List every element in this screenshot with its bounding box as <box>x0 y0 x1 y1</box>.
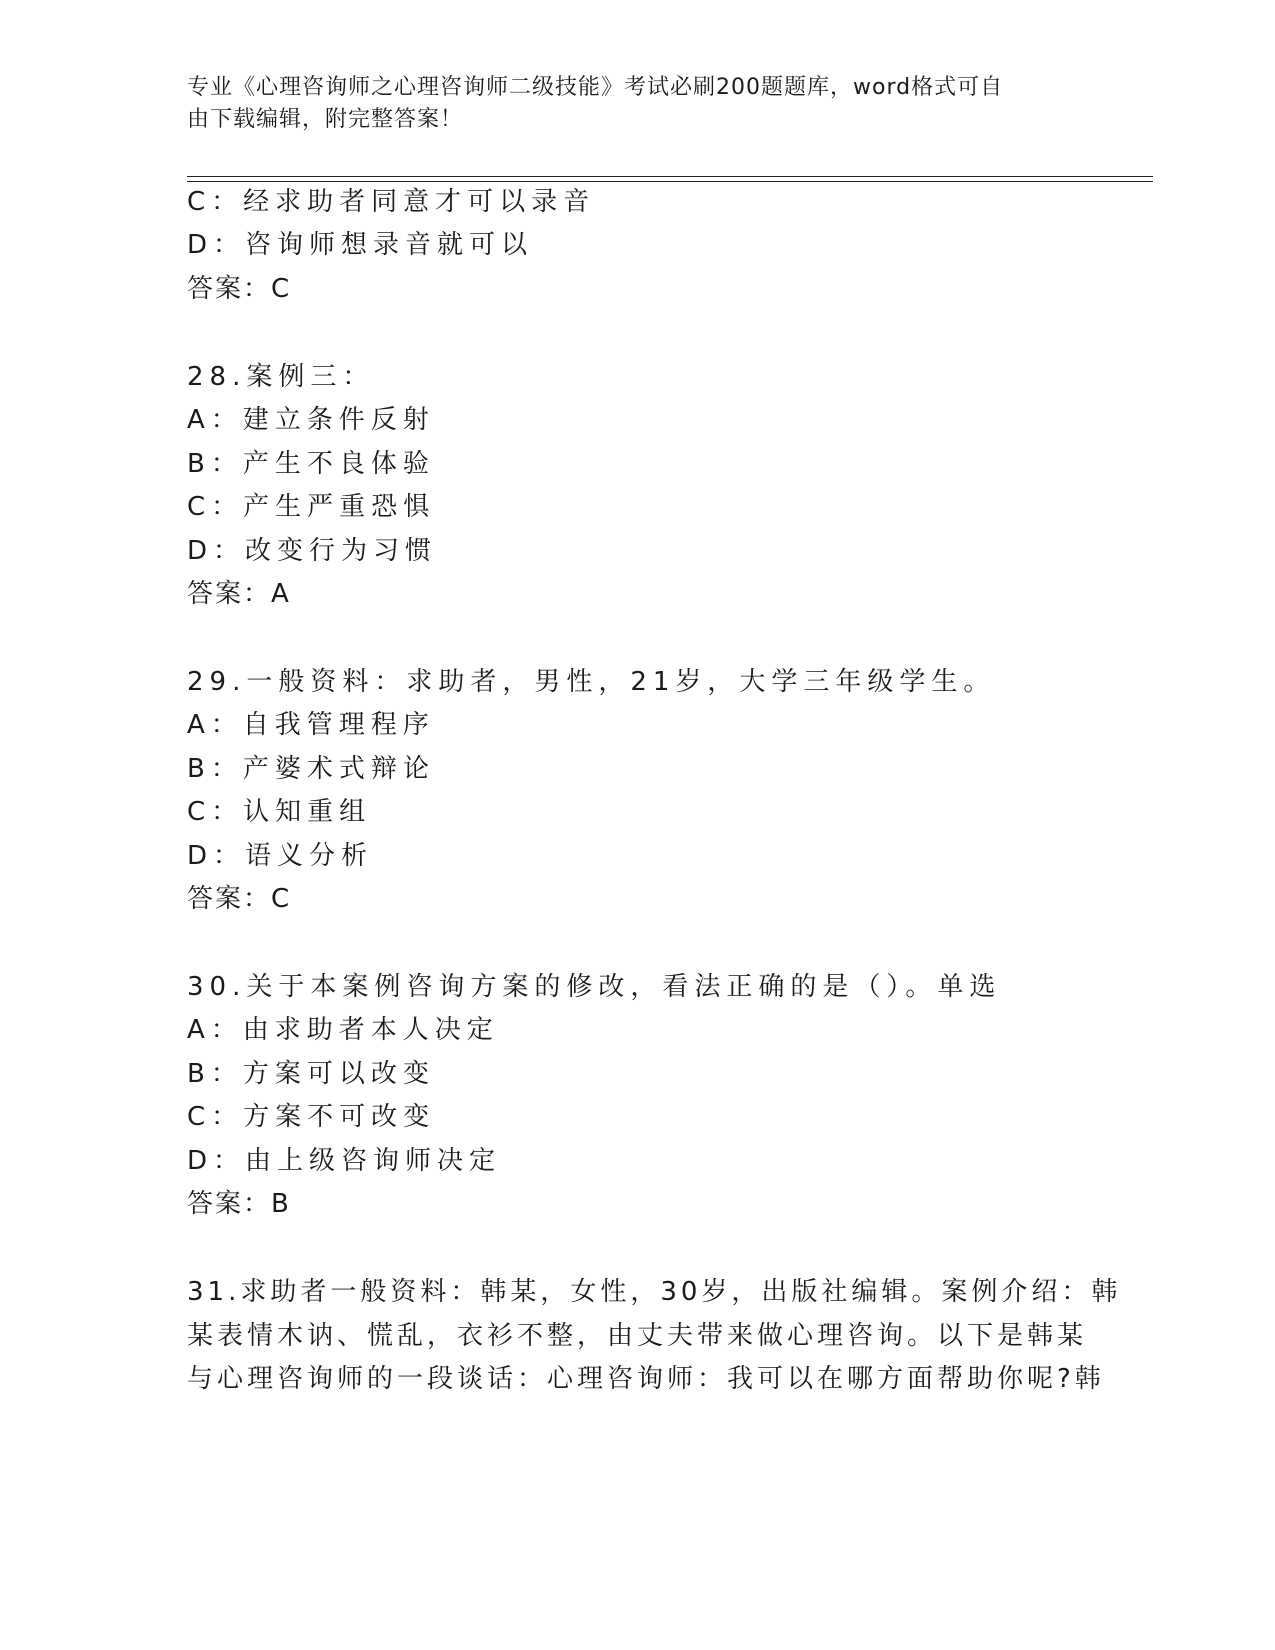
q28-answer: 答案：A <box>187 579 291 609</box>
header-divider <box>187 176 1153 182</box>
header-title-line-2: 由下载编辑，附完整答案！ <box>187 107 464 132</box>
header-title-line-1: 专业《心理咨询师之心理咨询师二级技能》考试必刷200题题库，word格式可自 <box>187 75 1004 100</box>
q30-option-c: C：方案不可改变 <box>187 1102 436 1132</box>
q29-option-a: A：自我管理程序 <box>187 710 435 740</box>
q30-answer: 答案：B <box>187 1189 291 1219</box>
q28-option-d: D：改变行为习惯 <box>187 536 438 566</box>
q29-stem: 29.一般资料：求助者，男性，21岁，大学三年级学生。 <box>187 667 996 697</box>
q30-stem: 30.关于本案例咨询方案的修改，看法正确的是（）。单选 <box>187 972 1002 1002</box>
q30-option-a: A：由求助者本人决定 <box>187 1015 499 1045</box>
q27-answer: 答案：C <box>187 274 292 304</box>
q27-option-d: D：咨询师想录音就可以 <box>187 230 534 260</box>
q31-stem-line-3: 与心理咨询师的一段谈话：心理咨询师：我可以在哪方面帮助你呢?韩 <box>187 1364 1105 1394</box>
q28-option-a: A：建立条件反射 <box>187 405 435 435</box>
q30-option-d: D：由上级咨询师决定 <box>187 1146 502 1176</box>
q31-stem-line-1: 31.求助者一般资料：韩某，女性，30岁，出版社编辑。案例介绍：韩 <box>187 1277 1122 1307</box>
q28-stem: 28.案例三： <box>187 362 375 392</box>
q28-option-b: B：产生不良体验 <box>187 449 435 479</box>
q29-option-d: D：语义分析 <box>187 841 374 871</box>
q30-option-b: B：方案可以改变 <box>187 1059 435 1089</box>
q28-option-c: C：产生严重恐惧 <box>187 492 436 522</box>
q29-option-b: B：产婆术式辩论 <box>187 754 435 784</box>
q29-answer: 答案：C <box>187 884 292 914</box>
document-header <box>187 72 1067 136</box>
q31-stem-line-2: 某表情木讷、慌乱，衣衫不整，由丈夫带来做心理咨询。以下是韩某 <box>187 1321 1088 1351</box>
q29-option-c: C：认知重组 <box>187 797 372 827</box>
q27-option-c: C：经求助者同意才可以录音 <box>187 187 596 217</box>
